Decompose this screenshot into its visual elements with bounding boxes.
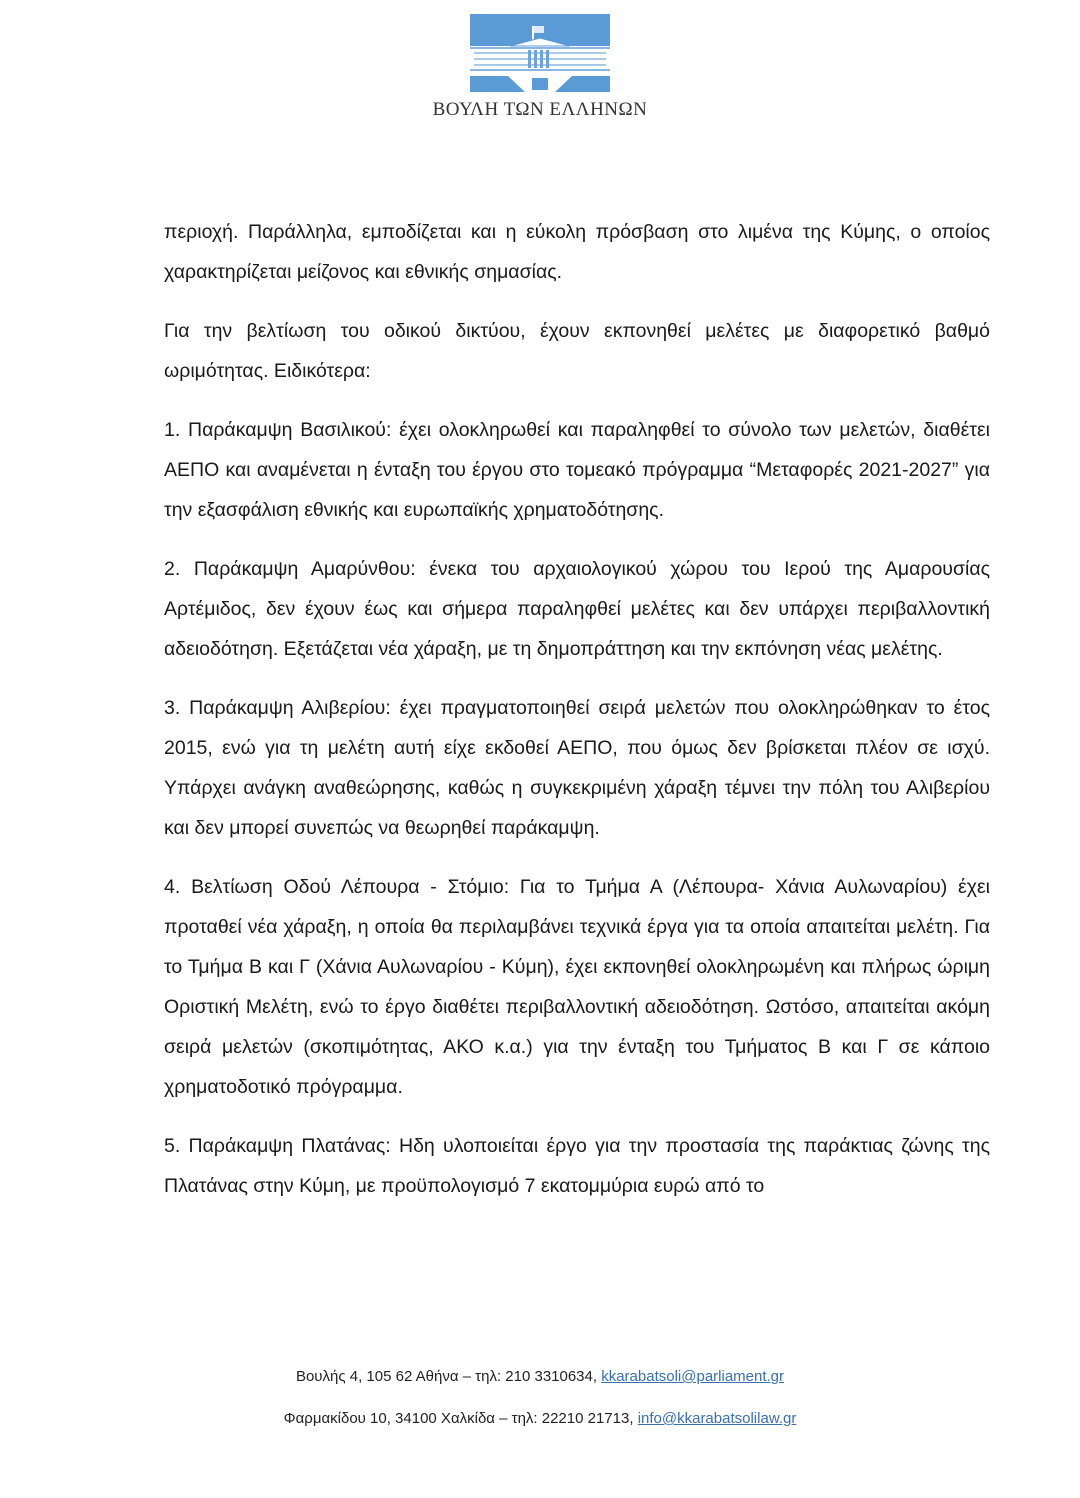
footer-address-chalkida [0, 1410, 1080, 1427]
list-item-aliveri: 3. Παράκαμψη Αλιβερίου: έχει πραγματοποιηθεί σειρά μελετών που ολοκληρώθηκαν το έτος 2015, ενώ για τη μελέτη αυτή είχε εκδοθεί ΑΕΠΟ, που όμως δεν βρίσκεται πλέον σε ισχύ. Υπάρχει ανάγκη αναθεώρησης, καθώς η συγκεκριμένη χάραξη τέμνει την πόλη του Αλιβερίου και δεν μπορεί συνεπώς να θεωρηθεί παράκαμψη. [164, 697, 990, 839]
footer-athens-text: Βουλής 4, 105 62 Αθήνα – τηλ: 210 3310634, [295, 1368, 598, 1385]
list-item-lepoura-stomio: 4. Βελτίωση Οδού Λέπουρα - Στόμιο: Για το Τμήμα Α (Λέπουρα- Χάνια Αυλωναρίου) έχει προταθεί νέα χάραξη, η οποία θα περιλαμβάνει τεχνικά έργα για τα οποία απαιτείται μελέτη. Για το Τμήμα Β και Γ (Χάνια Αυλωναρίου - Κύμη), έχει εκπονηθεί ολοκληρωμένη και πλήρως ώριμη Οριστική Μελέτη, ενώ το έργο διαθέτει περιβαλλοντική αδειοδότηση. Ωστόσο, απαιτείται ακόμη σειρά μελετών (σκοπιμότητας, ΑΚΟ κ.α.) για την ένταξη του Τμήματος Β και Γ σε κάποιο χρηματοδοτικό πρόγραμμα. [164, 876, 990, 1098]
list-item-amarynthos: 2. Παράκαμψη Αμαρύνθου: ένεκα του αρχαιολογικού χώρου του Ιερού της Αμαρουσίας Αρτέμιδος, δεν έχουν έως και σήμερα παραληφθεί μελέτες και δεν υπάρχει περιβαλλοντική αδειοδότηση. Εξετάζεται νέα χάραξη, με τη δημοπράττηση και την εκπόνηση νέας μελέτης. [164, 558, 990, 660]
list-item-vasiliko: 1. Παράκαμψη Βασιλικού: έχει ολοκληρωθεί και παραληφθεί το σύνολο των μελετών, διαθέτει ΑΕΠΟ και αναμένεται η ένταξη του έργου στο τομεακό πρόγραμμα “Μεταφορές 2021-2027” για την εξασφάλιση εθνικής και ευρωπαϊκής χρηματοδότησης. [164, 419, 990, 521]
hellenic-parliament-building-icon [470, 14, 610, 94]
org-name: ΒΟΥΛΗ ΤΩΝ ΕΛΛΗΝΩΝ [432, 99, 648, 120]
footer-address-athens [0, 1368, 1080, 1385]
paragraph-intro-continuation: περιοχή. Παράλληλα, εμποδίζεται και η εύκολη πρόσβαση στο λιμένα της Κύμης, ο οποίος χαρακτηρίζεται μείζονος και εθνικής σημασίας. [164, 221, 990, 283]
document-body [164, 212, 990, 1225]
paragraph-road-network: Για την βελτίωση του οδικού δικτύου, έχουν εκπονηθεί μελέτες με διαφορετικό βαθμό ωριμότητας. Ειδικότερα: [164, 320, 990, 382]
footer-chalkida-text: Φαρμακίδου 10, 34100 Χαλκίδα – τηλ: 22210 21713, [283, 1410, 634, 1427]
email-link-parliament[interactable]: kkarabatsoli@parliament.gr [601, 1368, 785, 1385]
email-link-law-office[interactable]: info@kkarabatsolilaw.gr [637, 1410, 797, 1427]
parliament-logo [470, 14, 610, 94]
list-item-platana: 5. Παράκαμψη Πλατάνας: Ηδη υλοποιείται έργο για την προστασία της παράκτιας ζώνης της Πλατάνας στην Κύμη, με προϋπολογισμό 7 εκατομμύρια ευρώ από το [164, 1135, 990, 1197]
